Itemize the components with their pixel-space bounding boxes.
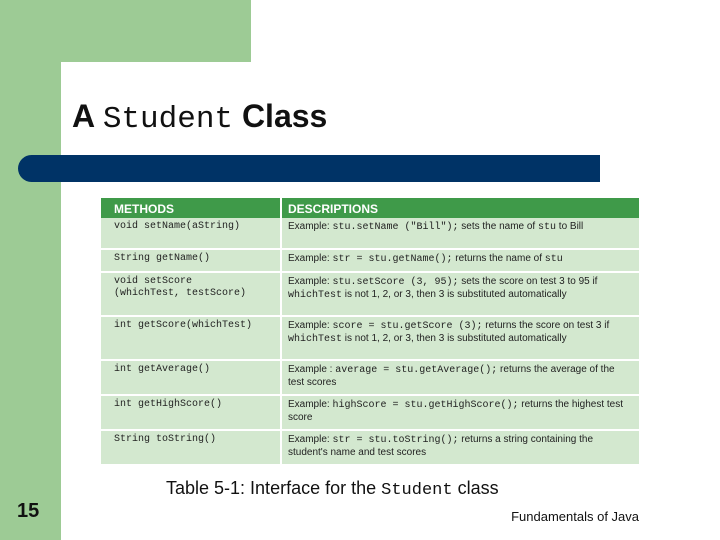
code-fragment: whichTest (288, 290, 343, 301)
method-signature-line: String toString() (114, 433, 217, 445)
title-suffix: Class (241, 98, 328, 134)
description-text: returns a string containing the student's name and test scores (288, 433, 594, 458)
code-fragment: stu (544, 254, 563, 265)
table-row (101, 316, 639, 360)
table-row (101, 249, 639, 272)
caption-prefix: Table 5-1: Interface for the (166, 478, 377, 498)
code-fragment: str = stu.toString(); (332, 434, 459, 446)
page-number: 15 (17, 500, 40, 522)
interface-table-container (101, 198, 639, 460)
description-text: returns the score on test 3 if (482, 319, 610, 331)
table-caption (166, 478, 499, 500)
description-text: Example: (288, 275, 333, 287)
method-cell (101, 249, 281, 272)
title-prefix: A (72, 98, 94, 134)
description-text: sets the score on test 3 to 95 if (458, 275, 598, 287)
table-header-row (101, 198, 639, 218)
description-text: returns the name of (452, 253, 545, 264)
caption-code: Student (381, 481, 453, 500)
decorative-rounded-corner (61, 62, 101, 102)
description-cell (281, 272, 639, 316)
description-text: Example: (288, 433, 333, 445)
description-text: to Bill (556, 221, 584, 232)
title-code: Student (102, 102, 234, 137)
description-text: returns the average of the test scores (288, 363, 615, 388)
method-signature-line: int getHighScore() (114, 398, 223, 410)
description-text: Example: (288, 398, 333, 410)
interface-table (101, 198, 639, 466)
method-cell (101, 316, 281, 360)
description-cell (281, 316, 639, 360)
method-signature-line: int getAverage() (114, 363, 211, 375)
description-text: Example: (288, 221, 333, 232)
footer-text: Fundamentals of Java (511, 509, 639, 524)
description-text: Example: (288, 253, 333, 264)
description-cell (281, 360, 639, 395)
description-cell (281, 249, 639, 272)
table-row (101, 395, 639, 430)
table-row (101, 218, 639, 249)
method-cell (101, 360, 281, 395)
decorative-green-strip (0, 0, 61, 540)
method-cell (101, 272, 281, 316)
description-text: Example : (288, 363, 336, 375)
slide-title (72, 98, 327, 137)
method-signature-line: (whichTest, testScore) (114, 288, 247, 299)
description-text: is not 1, 2, or 3, then 3 is substituted automatically (342, 333, 567, 344)
method-cell (101, 430, 281, 465)
code-fragment: whichTest (288, 334, 343, 345)
table-row (101, 430, 639, 465)
code-fragment: average = stu.getAverage(); (335, 364, 498, 376)
description-cell (281, 395, 639, 430)
method-signature-line: void setScore (114, 275, 193, 287)
method-cell (101, 218, 281, 249)
code-fragment: stu (538, 222, 557, 233)
method-signature-line: int getScore(whichTest) (114, 319, 253, 331)
code-fragment: highScore = stu.getHighScore(); (332, 399, 519, 411)
caption-suffix: class (457, 478, 499, 498)
description-text: is not 1, 2, or 3, then 3 is substituted automatically (342, 289, 567, 300)
code-fragment: stu.setScore (3, 95); (332, 276, 459, 288)
description-text: Example: (288, 319, 333, 331)
method-signature-line: void setName(aString) (114, 221, 241, 232)
code-fragment: str = stu.getName(); (332, 254, 453, 265)
header-methods: METHODS (101, 198, 281, 218)
description-text: returns the highest test score (288, 398, 624, 423)
table-row (101, 272, 639, 316)
code-fragment: score = stu.getScore (3); (332, 320, 483, 332)
method-signature-line: String getName() (114, 253, 211, 264)
code-fragment: stu.setName ("Bill"); (332, 222, 459, 233)
method-cell (101, 395, 281, 430)
header-descriptions: DESCRIPTIONS (281, 198, 639, 218)
title-underline-bar (18, 155, 600, 182)
description-text: sets the name of (458, 221, 538, 232)
table-row (101, 360, 639, 395)
description-cell (281, 218, 639, 249)
description-cell (281, 430, 639, 465)
table-body (101, 218, 639, 465)
